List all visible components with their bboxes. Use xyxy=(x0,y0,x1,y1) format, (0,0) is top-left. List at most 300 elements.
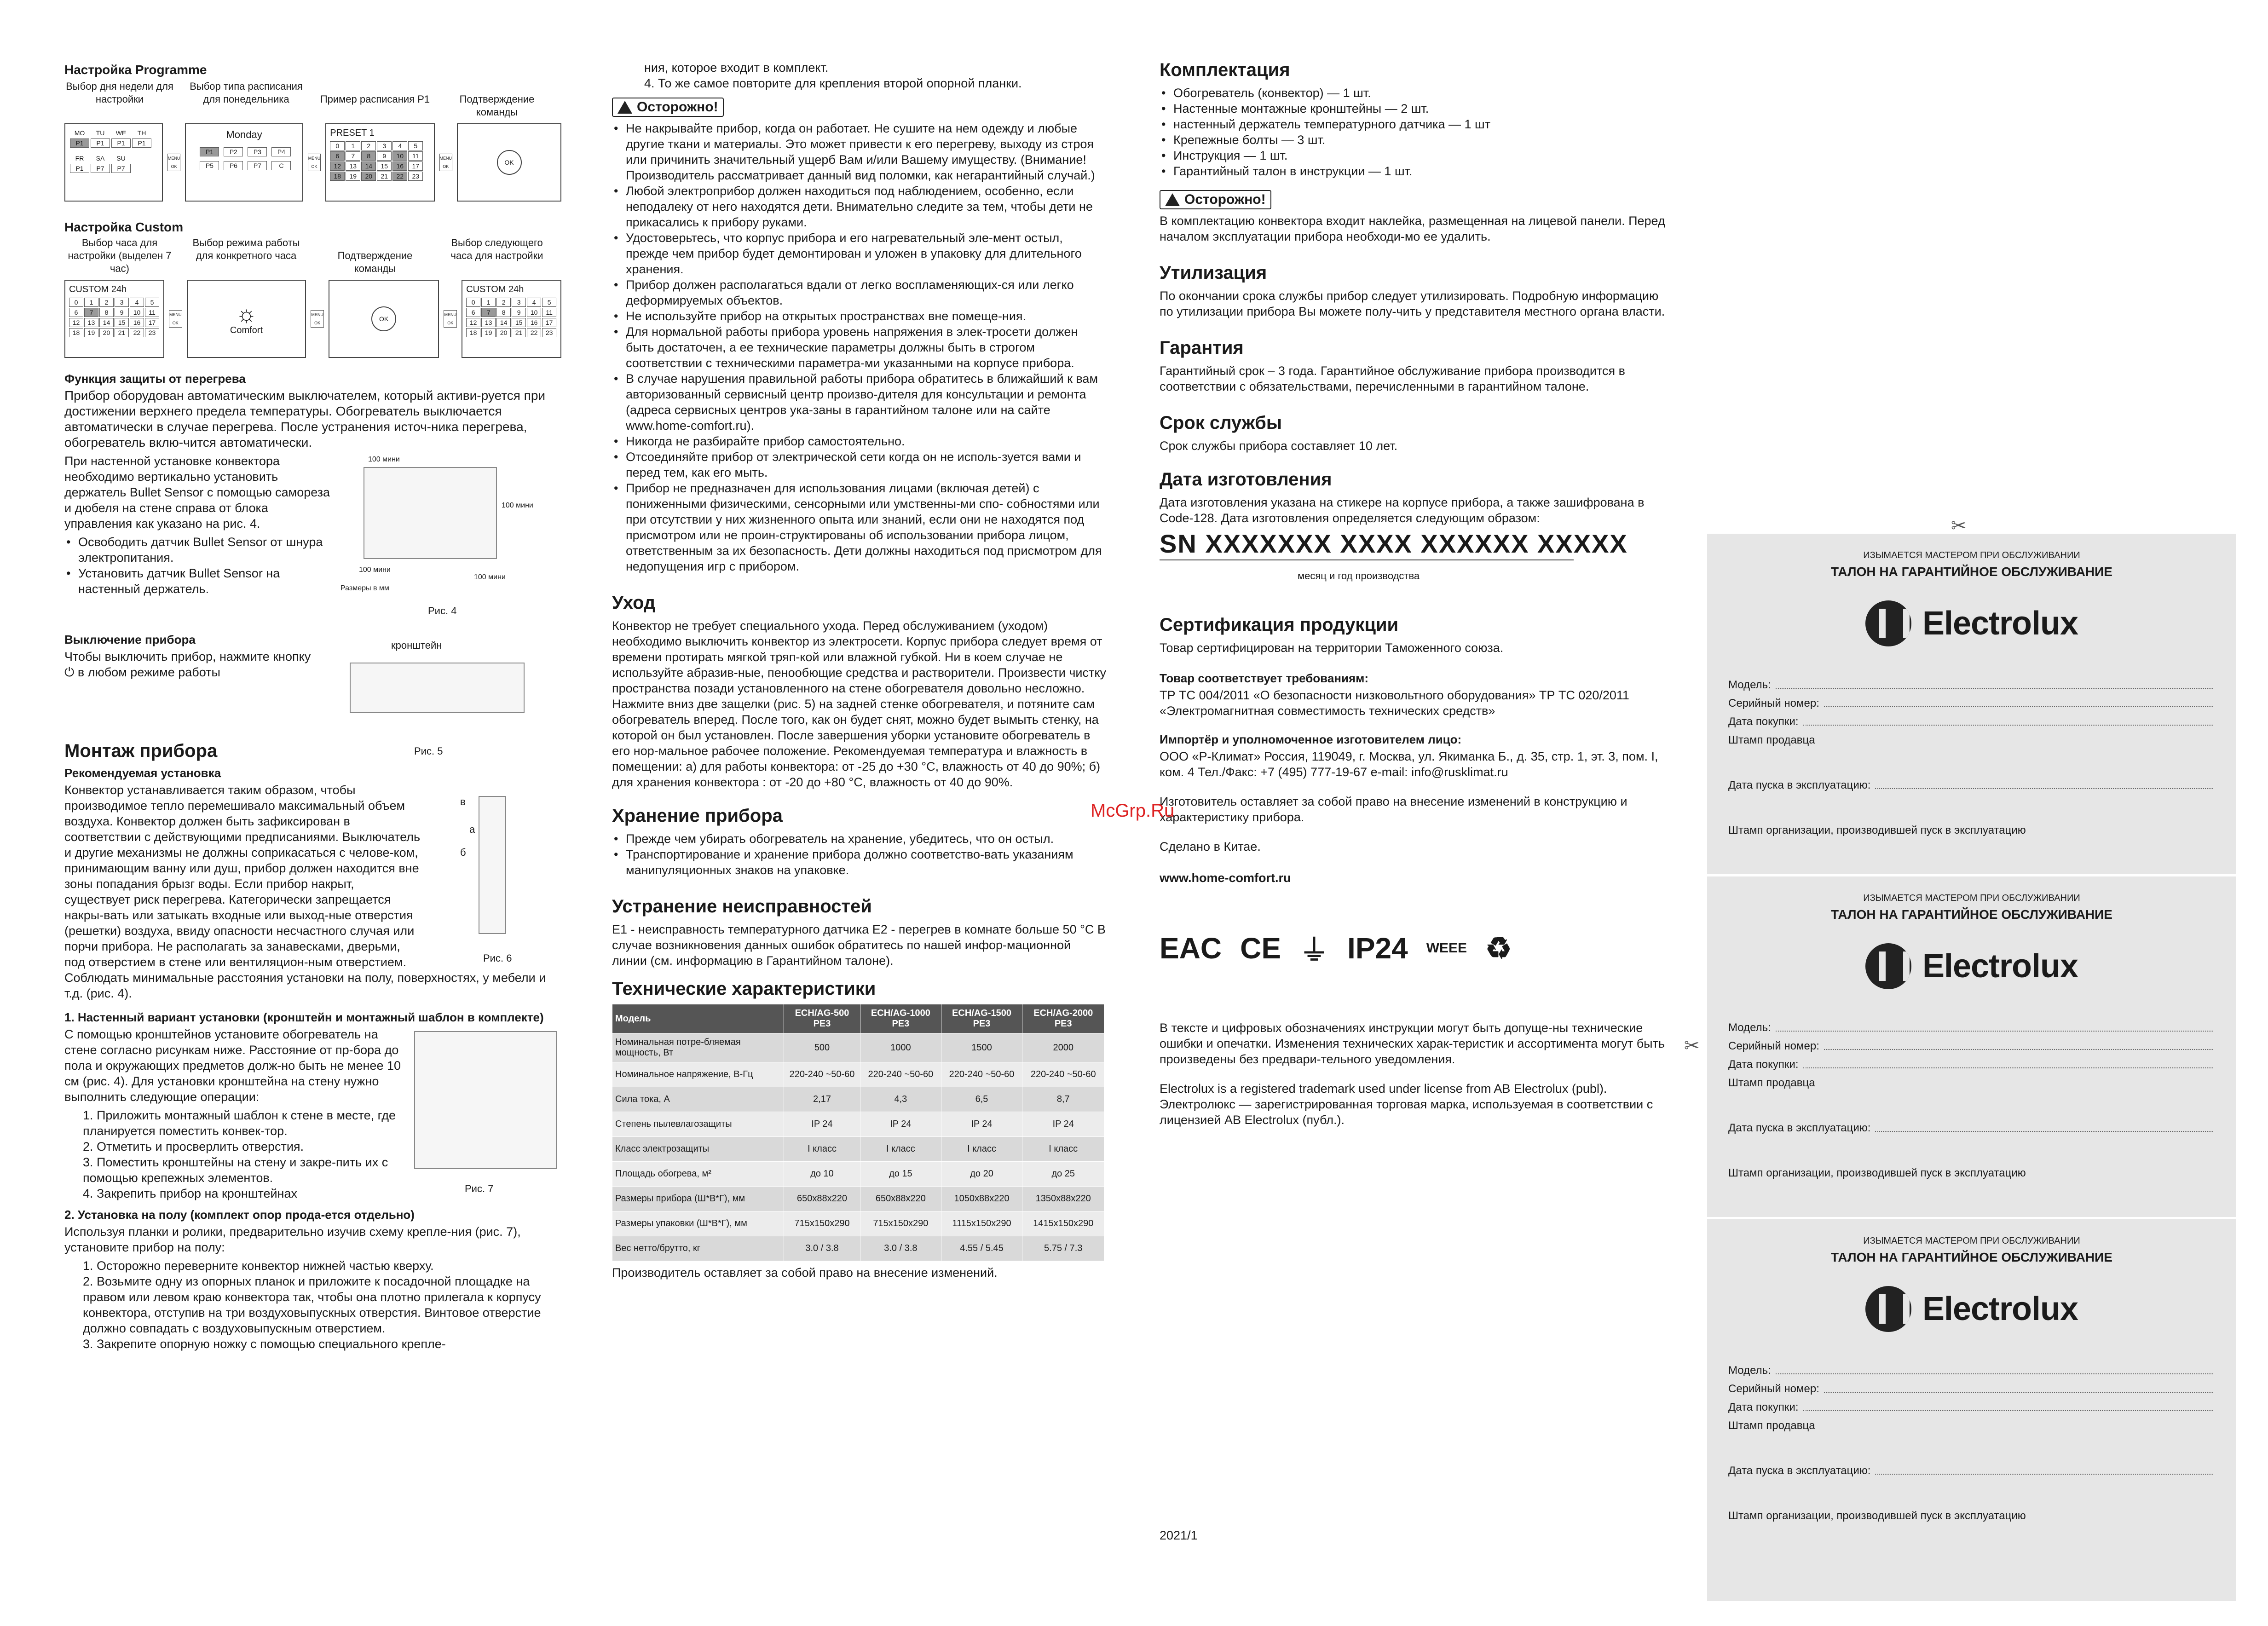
tech-cell: 715х150х290 xyxy=(784,1211,860,1236)
start-date-field[interactable] xyxy=(1728,1465,2236,1477)
column-3 xyxy=(1091,0,1666,1626)
kit-caution-badge xyxy=(1160,190,1271,209)
opt-c: C xyxy=(271,161,291,170)
org-stamp xyxy=(1728,824,2236,837)
electrolux-mark-icon xyxy=(1865,600,1911,646)
cert-icons xyxy=(1160,927,1666,969)
hour-cell: 4 xyxy=(527,298,541,307)
hour-cell: 3 xyxy=(115,298,129,307)
tech-cell: Степень пылевлагозащиты xyxy=(612,1112,784,1137)
hour-cell: 4 xyxy=(130,298,144,307)
electrolux-logo xyxy=(1707,1286,2236,1332)
coupon-top: ИЗЫМАЕТСЯ МАСТЕРОМ ПРИ ОБСЛУЖИВАНИИ xyxy=(1863,550,2080,560)
org-stamp-label: Штамп организации, производившей пуск в эксплуатацию xyxy=(1728,1167,2026,1179)
fig6-label-v: в xyxy=(460,796,466,807)
tech-row xyxy=(612,1211,1104,1236)
cert-title: Сертификация продукции xyxy=(1160,615,1399,635)
ok-button-2[interactable]: OK xyxy=(371,306,396,331)
day-select-screen xyxy=(64,123,163,202)
hour-cell: 13 xyxy=(346,161,360,171)
coupon-title: ТАЛОН НА ГАРАНТИЙНОЕ ОБСЛУЖИВАНИЕ xyxy=(1831,1250,2112,1264)
hour-cell: 13 xyxy=(481,318,496,327)
off-text: Чтобы выключить прибор, нажмите кнопку ⏻ в любом режиме работы xyxy=(64,650,311,679)
electrolux-mark-icon xyxy=(1865,1286,1911,1332)
menu-ok-button-4[interactable]: MENU OK xyxy=(169,310,182,328)
caution-item: • Удостоверьтесь, что корпус прибора и его нагревательный эле-мент остыл, прежде чем прибор будет демонтирован и уложен в упаковку для длительного хранения. xyxy=(612,230,1109,277)
tech-cell: Номинальное напряжение, В-Гц xyxy=(612,1062,784,1087)
buy-date-field[interactable] xyxy=(1728,715,2236,728)
hour-cell: 15 xyxy=(115,318,129,327)
hour-cell: 10 xyxy=(392,151,407,161)
day-su: SU xyxy=(116,155,126,162)
scissors-icon-2: ✂ xyxy=(1684,1036,1700,1056)
fig4-caption: Рис. 4 xyxy=(428,605,457,617)
preset-screen xyxy=(325,123,434,202)
custom-labels xyxy=(64,236,561,275)
hour-cell: 0 xyxy=(466,298,480,307)
hour-cell: 21 xyxy=(115,328,129,337)
dim-1: 100 мини xyxy=(368,456,400,463)
buy-date-field[interactable] xyxy=(1728,1401,2236,1414)
care-text: Конвектор не требует специального ухода. Перед обслуживанием (уходом) необходимо выключить конвектор из электросети. Корпус прибора следует время от времени протирать мягкой тряп-кой или влажной губкой. Ни в коем случае не используйте абразив-ные, пенообющие средства и растворители. Произвести чистку пространства позади установленного на стене обогревателя довольно несложно. Нажмите вниз две защелки (рис. 5) на задней стенке обогревателя, и потяните сам обогреватель вперед. После того, как он будет снят, можно будет вымыть стенку, на которой он был установлен. После завершения уборки установите обогреватель в его нор-мальное рабочее положение. Рекомендуемая температура и влажность в помещении: а) для работы конвектора: от -25 до +30 °С, влажность от 40 до 90%; б) для хранения конвектора : от -20 до +80 °С, влажность от 40 до 90%. xyxy=(612,619,1106,789)
caution-list xyxy=(612,121,1109,574)
cont-line-2: 4. То же самое повторите для крепления второй опорной планки. xyxy=(644,76,1022,90)
val-fr: P1 xyxy=(70,164,89,173)
tech-header-cell: ECH/AG-1500 PE3 xyxy=(941,1004,1022,1033)
warning-icon xyxy=(617,101,632,114)
care-title: Уход xyxy=(612,593,656,613)
wall-step-1: 1. Приложить монтажный шаблон к стене в месте, где планируется поместить конвек-тор. xyxy=(83,1108,396,1138)
wall-step-2: 2. Отметить и просверлить отверстия. xyxy=(83,1140,304,1153)
tech-cell: 3.0 / 3.8 xyxy=(784,1236,860,1261)
rec-text: Конвектор устанавливается таким образом, чтобы производимое тепло перемешивало максимальный объем воздуха. Конвектор должен быть зафиксирован в соответствии с действующими предписаниями. Выключатель и другие механизмы не должны соприкасаться с челове-ком, принимающим ванну или душ, прибор должен находится вне зоны попадания брызг воды. Если прибор накрыт, существует риск перегрева. Категорически запрещается накры-вать или затыкать входные или выход-ные отверстия (решетки) воздуха, ввиду опасности несчастного случая или порчи прибора. Не располагать за занавесками, дверьми, под отверстием в стене или вентиляцион-ным отверстием. Соблюдать минимальные расстояния установки на полу, поверхностях, у мебели и т.д. (рис. 4). xyxy=(64,783,546,1000)
label-day: Выбор дня недели для настройки xyxy=(66,81,173,105)
storage-title: Хранение прибора xyxy=(612,806,783,826)
tech-cell: Площадь обогрева, м² xyxy=(612,1162,784,1187)
tech-row xyxy=(612,1033,1104,1062)
model-label: Модель: xyxy=(1728,679,1771,691)
tech-cell: IP 24 xyxy=(1022,1112,1104,1137)
hour-cell: 5 xyxy=(408,141,423,150)
tech-cell: Размеры упаковки (Ш*В*Г), мм xyxy=(612,1211,784,1236)
serial-format: SN XXXXXXX XXXX XXXXXX XXXXX xyxy=(1160,529,1628,558)
custom-screen-1 xyxy=(64,280,164,358)
day-we: WE xyxy=(115,129,127,137)
tech-cell: 650х88х220 xyxy=(784,1187,860,1211)
org-stamp xyxy=(1728,1510,2236,1522)
overheat-p1: Прибор оборудован автоматическим выключателем, который активи-руется при достижении верхнего предела температуры. Обогреватель выключается автоматически в случае перегрева. После устранения источ-ника перегрева, обогреватель вклю-чится автоматически. xyxy=(64,388,546,450)
date-text: Дата изготовления указана на стикере на корпусе прибора, а также зашифрована в Code-128. Дата изготовления определяется следующим образом: xyxy=(1160,496,1645,525)
hour-cell: 18 xyxy=(466,328,480,337)
floor-text: Используя планки и ролики, предварительно изучив схему крепле-ния (рис. 7), установите прибор на полу: xyxy=(64,1225,521,1254)
tech-body xyxy=(612,1033,1104,1261)
menu-ok-button-5[interactable]: MENU OK xyxy=(311,310,324,328)
tech-cell: 220-240 ~50-60 xyxy=(1022,1062,1104,1087)
tech-cell: I класс xyxy=(1022,1137,1104,1162)
custom-diagram xyxy=(64,280,561,358)
day-tu: TU xyxy=(96,129,105,137)
day-th: TH xyxy=(137,129,146,137)
tech-cell: I класс xyxy=(860,1137,941,1162)
tech-cell: IP 24 xyxy=(941,1112,1022,1137)
watermark: McGrp.Ru xyxy=(1091,801,1175,821)
label-mode: Выбор режима работы для конкретного часа xyxy=(192,237,300,261)
custom-hours-2 xyxy=(466,298,557,337)
life-title: Срок службы xyxy=(1160,413,1282,433)
edition-year: 2021/1 xyxy=(1160,1528,1198,1542)
brand-name: Electrolux xyxy=(1922,1291,2078,1327)
caution-item: • Никогда не разбирайте прибор самостоятельно. xyxy=(612,433,1109,449)
hour-cell: 17 xyxy=(408,161,423,171)
overheat-bullet-1: • Освободить датчик Bullet Sensor от шнура электропитания. xyxy=(64,534,331,565)
org-stamp-label: Штамп организации, производившей пуск в эксплуатацию xyxy=(1728,1510,2026,1522)
day-grid-2 xyxy=(70,154,157,173)
opt-p2: P2 xyxy=(224,147,243,156)
seller-stamp-label: Штамп продавца xyxy=(1728,1077,1815,1089)
cert-text: Товар сертифицирован на территории Таможенного союза. xyxy=(1160,641,1504,655)
buy-date-label: Дата покупки: xyxy=(1728,1058,1799,1071)
tech-row xyxy=(612,1187,1104,1211)
buy-date-label: Дата покупки: xyxy=(1728,715,1799,728)
tech-header-cell: ECH/AG-2000 PE3 xyxy=(1022,1004,1104,1033)
req-text: ТР ТС 004/2011 «О безопасности низковольтного оборудования» ТР ТС 020/2011 «Электромагнитная совместимость технических средств» xyxy=(1160,688,1629,718)
off-title: Выключение прибора xyxy=(64,633,196,646)
tech-cell: до 15 xyxy=(860,1162,941,1187)
hour-cell: 5 xyxy=(542,298,556,307)
start-date-label: Дата пуска в эксплуатацию: xyxy=(1728,779,1871,791)
dim-2: 100 мини xyxy=(502,502,533,509)
val-th: P1 xyxy=(132,138,151,148)
china-text: Сделано в Китае. xyxy=(1160,840,1261,853)
val-sa: P7 xyxy=(91,164,110,173)
seller-stamp xyxy=(1728,1077,2236,1090)
day-mo: MO xyxy=(74,129,85,137)
wall-steps xyxy=(64,1107,561,1201)
hour-cell: 20 xyxy=(99,328,114,337)
start-date-field[interactable] xyxy=(1728,779,2236,792)
menu-ok-button-6[interactable]: MENU OK xyxy=(444,310,457,328)
hour-cell: 1 xyxy=(481,298,496,307)
mount-title: Монтаж прибора xyxy=(64,741,218,761)
kit-item: • Обогреватель (конвектор) — 1 шт. xyxy=(1160,85,1666,101)
hour-cell: 0 xyxy=(330,141,345,150)
kit-caution-label: Осторожно! xyxy=(1184,192,1266,207)
tech-row xyxy=(612,1062,1104,1087)
tech-note: Производитель оставляет за собой право на внесение изменений. xyxy=(612,1266,998,1280)
programme-diagram xyxy=(64,123,561,202)
tech-cell: до 20 xyxy=(941,1162,1022,1187)
hour-cell: 19 xyxy=(84,328,98,337)
preset-hours xyxy=(330,141,430,181)
label-hour: Выбор часа для настройки (выделен 7 час) xyxy=(68,237,172,274)
monday-screen xyxy=(185,123,303,202)
opt-p3: P3 xyxy=(248,147,267,156)
tech-cell: 220-240 ~50-60 xyxy=(941,1062,1022,1087)
tech-row xyxy=(612,1137,1104,1162)
trouble-text: E1 - неисправность температурного датчика E2 - перегрев в комнате больше 50 °C В случае возникновения данных ошибок обратитесь по нашей инфор-мационной линии (см. информацию в Гарантийном талоне). xyxy=(612,923,1106,968)
hour-cell: 8 xyxy=(99,308,114,317)
hour-cell: 11 xyxy=(542,308,556,317)
hour-cell: 16 xyxy=(527,318,541,327)
hour-cell: 21 xyxy=(377,172,392,181)
floor-steps xyxy=(64,1258,561,1352)
wall-step-3: 3. Поместить кронштейны на стену и закре-пить их с помощью крепежных элементов. xyxy=(83,1155,388,1185)
label-type: Выбор типа расписания для понедельника xyxy=(190,81,303,105)
rec-row xyxy=(64,782,561,1001)
hour-cell: 10 xyxy=(527,308,541,317)
ok-button[interactable]: OK xyxy=(497,150,522,175)
hour-cell: 1 xyxy=(346,141,360,150)
kit-list xyxy=(1160,85,1666,179)
hour-cell: 13 xyxy=(84,318,98,327)
caution-item: • Для нормальной работы прибора уровень напряжения в элек-тросети должен быть достаточен, а ее технические параметры должны быть в строгом соответствии с техническими параметра-ми указанными на корпусе прибора. xyxy=(612,324,1109,371)
tech-cell: 1000 xyxy=(860,1033,941,1062)
hour-cell: 15 xyxy=(512,318,526,327)
menu-ok-button-2[interactable]: MENU OK xyxy=(308,154,321,171)
tech-cell: 650х88х220 xyxy=(860,1187,941,1211)
seller-stamp xyxy=(1728,1419,2236,1432)
hour-cell: 14 xyxy=(496,318,511,327)
hour-cell: 11 xyxy=(408,151,423,161)
tech-row xyxy=(612,1112,1104,1137)
fig7-caption: Рис. 7 xyxy=(465,1183,494,1194)
label-next: Выбор следующего часа для настройки xyxy=(450,237,543,261)
kit-item: • Крепежные болты — 3 шт. xyxy=(1160,132,1666,148)
warranty-coupon-2 xyxy=(1707,876,2236,1217)
coupon-title: ТАЛОН НА ГАРАНТИЙНОЕ ОБСЛУЖИВАНИЕ xyxy=(1831,907,2112,922)
kit-item: • Гарантийный талон в инструкции — 1 шт. xyxy=(1160,163,1666,179)
heater-drawing xyxy=(364,467,497,559)
tech-cell: I класс xyxy=(941,1137,1022,1162)
kit-title: Комплектация xyxy=(1160,60,1290,80)
tech-cell: Вес нетто/брутто, кг xyxy=(612,1236,784,1261)
preset-label: PRESET 1 xyxy=(330,128,375,138)
tech-cell: Класс электрозащиты xyxy=(612,1137,784,1162)
seller-stamp-label: Штамп продавца xyxy=(1728,1419,1815,1432)
warning-icon-2 xyxy=(1165,193,1180,206)
overheat-bullets xyxy=(64,534,331,597)
caution-item: • Отсоединяйте прибор от электрической сети когда он не исполь-зуется вами и перед тем, как его мыть. xyxy=(612,449,1109,480)
serial-field[interactable] xyxy=(1728,1040,2236,1053)
serial-label: Серийный номер: xyxy=(1728,1383,1819,1395)
caution-item: • Прибор не предназначен для использования лицами (включая детей) с пониженными физическими, сенсорными или умственны-ми спо- собностями или при отсутствии у них жизненного опыта или знаний, если они не находятся под присмотром или не проин-структированы об использовании прибора лицом, ответственным за их безопасность. Дети должны находиться под присмотром для недопущения игр с прибором. xyxy=(612,480,1109,574)
tech-cell: до 10 xyxy=(784,1162,860,1187)
monday-options xyxy=(200,147,297,170)
custom-title: Настройка Custom xyxy=(64,220,184,234)
hour-cell: 3 xyxy=(512,298,526,307)
eac-icon: EAC xyxy=(1160,932,1222,965)
serial-label: Серийный номер: xyxy=(1728,1040,1819,1052)
start-date-label: Дата пуска в эксплуатацию: xyxy=(1728,1122,1871,1134)
wall-text: С помощью кронштейнов установите обогреватель на стене согласно рисункам ниже. Расстояние от пр-бора до пола и окружающих предметов долж-но быть не менее 10 см (рис. 4). Для установки кронштейна на стену нужно выполнить следующие операции: xyxy=(64,1027,401,1104)
model-field[interactable] xyxy=(1728,1021,2236,1034)
disclaimer-text: В тексте и цифровых обозначениях инструкции могут быть допуще-ны технические ошибки и опечатки. Изменения технических харак-теристик и ассортимента могут быть произведены без предвари-тельного уведомления. xyxy=(1160,1021,1665,1066)
date-title: Дата изготовления xyxy=(1160,469,1332,490)
dim-4: 100 мини xyxy=(474,573,506,581)
caution-item: • Любой электроприбор должен находиться под наблюдением, особенно, если неподалеку от него находятся дети. Внимательно следите за тем, чтобы дети не прикасались к прибору руками. xyxy=(612,183,1109,230)
recycle-icon: ♻ xyxy=(1485,931,1512,965)
custom24-label-2: CUSTOM 24h xyxy=(466,284,524,294)
start-date-field[interactable] xyxy=(1728,1122,2236,1135)
hour-cell: 9 xyxy=(115,308,129,317)
wall-step-4: 4. Закрепить прибор на кронштейнах xyxy=(83,1187,297,1200)
electrolux-mark-icon xyxy=(1865,943,1911,989)
tech-cell: 500 xyxy=(784,1033,860,1062)
org-stamp xyxy=(1728,1167,2236,1180)
warranty-coupon-1 xyxy=(1707,534,2236,874)
tech-cell: 4,3 xyxy=(860,1087,941,1112)
overheat-p2: При настенной установке конвектора необходимо вертикально установить держатель Bullet Sensor с помощью самореза и дюбеля на стене справа от блока управления как указано на рис. 4. xyxy=(64,454,330,530)
bracket-drawing xyxy=(350,663,525,713)
tech-cell: 1050х88х220 xyxy=(941,1187,1022,1211)
hour-cell: 8 xyxy=(361,151,376,161)
hour-cell: 2 xyxy=(361,141,376,150)
bracket-label: кронштейн xyxy=(391,640,442,651)
site-link[interactable]: www.home-comfort.ru xyxy=(1160,871,1291,885)
rec-title: Рекомендуемая установка xyxy=(64,766,221,780)
seller-stamp-label: Штамп продавца xyxy=(1728,734,1815,746)
brand-name: Electrolux xyxy=(1922,605,2078,642)
hour-cell: 3 xyxy=(377,141,392,150)
val-tu: P1 xyxy=(91,138,110,148)
hour-cell: 2 xyxy=(99,298,114,307)
trademark-text: Electrolux is a registered trademark used under license from AB Electrolux (publ). Электролюкс — зарегистрированная торговая марка, используемая в соответствии с лицензией AB Electrolux (публ.). xyxy=(1160,1082,1653,1127)
opt-p6: P6 xyxy=(224,161,243,170)
kit-caution-text: В комплектацию конвектора входит наклейка, размещенная на лицевой панели. Перед началом эксплуатации прибора необходи-мо ее удалить. xyxy=(1160,214,1665,243)
util-title: Утилизация xyxy=(1160,263,1267,283)
tech-header-cell: ECH/AG-500 PE3 xyxy=(784,1004,860,1033)
warranty-coupon-3 xyxy=(1707,1219,2236,1601)
tech-cell: Сила тока, А xyxy=(612,1087,784,1112)
tech-cell: 2000 xyxy=(1022,1033,1104,1062)
util-text: По окончании срока службы прибор следует утилизировать. Подробную информацию по утилизации прибора Вы можете полу-чить у представителя местного органа власти. xyxy=(1160,289,1665,318)
hour-cell: 12 xyxy=(69,318,83,327)
wall-title: 1. Настенный вариант установки (кронштейн и монтажный шаблон в комплекте) xyxy=(64,1010,544,1024)
hour-cell: 9 xyxy=(377,151,392,161)
hour-cell: 6 xyxy=(69,308,83,317)
req-title: Товар соответствует требованиям: xyxy=(1160,671,1369,685)
val-we: P1 xyxy=(111,138,131,148)
sn-caption: месяц и год производства xyxy=(1298,570,1420,582)
ip24-icon: IP24 xyxy=(1347,932,1408,965)
model-label: Модель: xyxy=(1728,1364,1771,1377)
hour-cell: 7 xyxy=(481,308,496,317)
label-confirm: Подтверждение команды xyxy=(459,93,535,118)
hour-cell: 18 xyxy=(69,328,83,337)
electrolux-logo xyxy=(1707,943,2236,989)
fig6-caption: Рис. 6 xyxy=(483,952,512,964)
overheat-row xyxy=(64,453,561,619)
hour-cell: 22 xyxy=(130,328,144,337)
hour-cell: 20 xyxy=(496,328,511,337)
overheat-title: Функция защиты от перегрева xyxy=(64,372,246,386)
hour-cell: 23 xyxy=(408,172,423,181)
overheat-bullet-2: • Установить датчик Bullet Sensor на настенный держатель. xyxy=(64,565,331,597)
model-label: Модель: xyxy=(1728,1021,1771,1034)
hour-cell: 2 xyxy=(496,298,511,307)
programme-labels xyxy=(64,80,561,119)
fig6-label-b: б xyxy=(460,847,466,858)
imp-title: Импортёр и уполномоченное изготовителем лицо: xyxy=(1160,732,1462,746)
caution-item: • Не используйте прибор на открытых пространствах вне помеще-ния. xyxy=(612,308,1109,324)
val-mo: P1 xyxy=(70,138,89,148)
electrolux-logo xyxy=(1707,600,2236,646)
weee-bin-icon: WEEE xyxy=(1426,940,1467,956)
caution-badge xyxy=(612,98,724,117)
menu-ok-button-3[interactable]: MENU OK xyxy=(439,154,453,171)
figure-6 xyxy=(423,782,561,966)
serial-field[interactable] xyxy=(1728,697,2236,710)
seller-stamp xyxy=(1728,734,2236,747)
trouble-title: Устранение неисправностей xyxy=(612,896,872,917)
tech-cell: IP 24 xyxy=(784,1112,860,1137)
tech-row xyxy=(612,1236,1104,1261)
storage-list xyxy=(612,831,1109,878)
wall-row xyxy=(64,1026,561,1201)
model-field[interactable] xyxy=(1728,679,2236,692)
floor-title: 2. Установка на полу (комплект опор прода-ется отдельно) xyxy=(64,1208,415,1222)
imp-text: ООО «Р-Климат» Россия, 119049, г. Москва, ул. Якиманка Б., д. 35, стр. 1, эт. 3, пом. I, ком. 4 Тел./Факс: +7 (495) 777-19-67 e-mail: info@rusklimat.ru xyxy=(1160,750,1658,779)
column-1 xyxy=(64,0,561,1626)
hour-cell: 0 xyxy=(69,298,83,307)
label-example: Пример расписания P1 xyxy=(320,93,430,105)
caution-item: • В случае нарушения правильной работы прибора обратитесь в ближайший к вам авторизованный сервисный центр произво-дителя для консультации и ремонта (адреса сервисных центров ука-заны в гарантийном талоне или на сайте www.home-comfort.ru). xyxy=(612,371,1109,433)
hour-cell: 23 xyxy=(145,328,159,337)
tech-cell: 1500 xyxy=(941,1033,1022,1062)
confirm-screen xyxy=(457,123,561,202)
hour-cell: 9 xyxy=(512,308,526,317)
kit-item: • Настенные монтажные кронштейны — 2 шт. xyxy=(1160,101,1666,116)
coupon-top: ИЗЫМАЕТСЯ МАСТЕРОМ ПРИ ОБСЛУЖИВАНИИ xyxy=(1863,1236,2080,1246)
dim-3: 100 мини xyxy=(359,566,391,574)
tech-cell: 4.55 / 5.45 xyxy=(941,1236,1022,1261)
life-text: Срок службы прибора составляет 10 лет. xyxy=(1160,439,1398,453)
hour-cell: 19 xyxy=(346,172,360,181)
buy-date-field[interactable] xyxy=(1728,1058,2236,1071)
hour-cell: 1 xyxy=(84,298,98,307)
hour-cell: 4 xyxy=(392,141,407,150)
programme-title: Настройка Programme xyxy=(64,63,207,77)
serial-field[interactable] xyxy=(1728,1383,2236,1395)
overheat-text xyxy=(64,453,331,619)
start-date-label: Дата пуска в эксплуатацию: xyxy=(1728,1465,1871,1477)
floor-step-1: 1. Осторожно переверните конвектор нижней частью кверху. xyxy=(83,1259,434,1273)
hour-cell: 14 xyxy=(361,161,376,171)
ce-icon: CE xyxy=(1240,932,1281,965)
hour-cell: 20 xyxy=(361,172,376,181)
hour-cell: 5 xyxy=(145,298,159,307)
tech-cell: 220-240 ~50-60 xyxy=(860,1062,941,1087)
tech-cell: 5.75 / 7.3 xyxy=(1022,1236,1104,1261)
column-2 xyxy=(612,0,1109,1626)
tech-cell: до 25 xyxy=(1022,1162,1104,1187)
tech-cell: 6,5 xyxy=(941,1087,1022,1112)
hour-cell: 12 xyxy=(330,161,345,171)
brand-name: Electrolux xyxy=(1922,948,2078,985)
menu-ok-button[interactable]: MENU OK xyxy=(167,154,181,171)
sun-icon: ☼ xyxy=(236,300,257,327)
cont-line-1: ния, которое входит в комплект. xyxy=(644,61,829,75)
tech-header-cell: Модель xyxy=(612,1004,784,1033)
model-field[interactable] xyxy=(1728,1364,2236,1377)
warranty-title: Гарантия xyxy=(1160,338,1244,358)
comfort-label: Comfort xyxy=(230,325,263,335)
figure-4 xyxy=(336,453,552,619)
rights-text: Изготовитель оставляет за собой право на внесение изменений в конструкцию и характеристику прибора. xyxy=(1160,795,1627,824)
tech-title: Технические характеристики xyxy=(612,979,876,999)
comfort-screen xyxy=(187,280,306,358)
coupon-top: ИЗЫМАЕТСЯ МАСТЕРОМ ПРИ ОБСЛУЖИВАНИИ xyxy=(1863,893,2080,903)
